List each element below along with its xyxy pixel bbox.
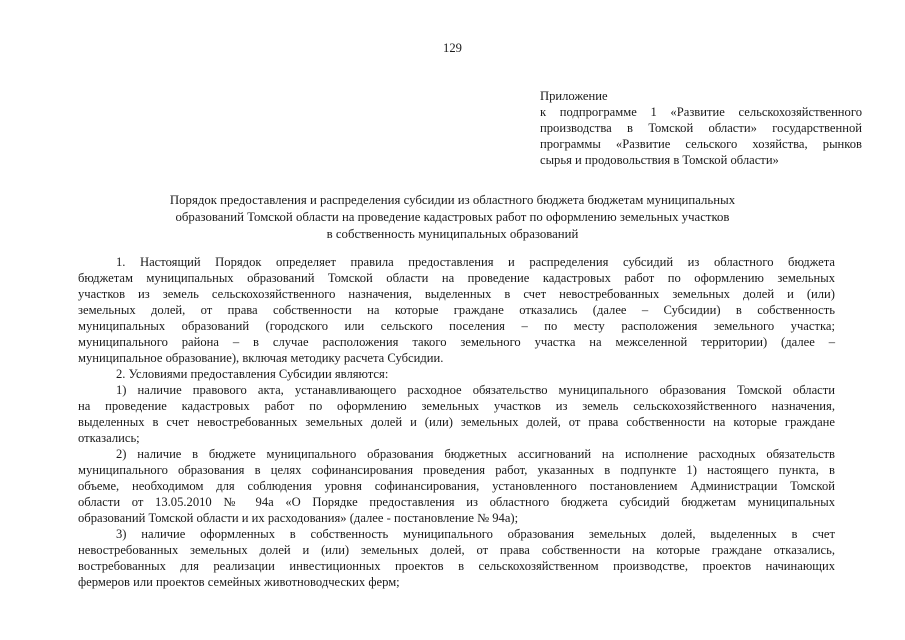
body-line: фермеров или проектов семейных животноводческих ферм; [78, 575, 400, 589]
title-line: в собственность муниципальных образований [326, 227, 579, 241]
appendix-line: производства в Томской области» государственной [540, 121, 862, 135]
body-line: участков из земель сельскохозяйственного назначения, выделенных в счет невостребованных земельных долей и (или) [78, 287, 835, 301]
body-line: земельных долей, от права собственности на которые граждане отказались (далее – Субсидии) в собственность [78, 303, 835, 317]
body-line: 3) наличие оформленных в собственность муниципального образования земельных долей, выделенных в счет [116, 527, 835, 541]
body-line: 1. Настоящий Порядок определяет правила предоставления и распределения субсидий из областного бюджета [116, 255, 835, 269]
appendix-line: программы «Развитие сельского хозяйства, рынков [540, 137, 862, 151]
body-line: отказались; [78, 431, 140, 445]
body-line: образований Томской области и их расходования» (далее - постановление № 94а); [78, 511, 519, 525]
appendix-block [540, 88, 862, 168]
document-title [0, 192, 905, 243]
appendix-line: Приложение [540, 89, 608, 103]
title-line: образований Томской области на проведение кадастровых работ по оформлению земельных участков [175, 210, 730, 224]
body-line: на проведение кадастровых работ по оформлению земельных участков из земель сельскохозяйственного назначения, [78, 399, 835, 413]
appendix-line: к подпрограмме 1 «Развитие сельскохозяйственного [540, 105, 862, 119]
body-line: муниципальных образований (городского или сельского поселения – по месту расположения земельного участка; [78, 319, 835, 333]
body-line: 2) наличие в бюджете муниципального образования бюджетных ассигнований на исполнение расходных обязательств [116, 447, 835, 461]
body-line: выделенных в счет невостребованных земельных долей и (или) земельных долей, от права собственности на которые граждане [78, 415, 835, 429]
body-line: муниципального образования в целях софинансирования проведения работ, указанных в подпункте 1) настоящего пункта, в [78, 463, 835, 477]
appendix-line: сырья и продовольствия в Томской области» [540, 153, 779, 167]
body-line: области от 13.05.2010 № 94а «О Порядке предоставления из областного бюджета субсидий бюджетам муниципальных [78, 495, 835, 509]
document-body [78, 254, 835, 590]
page-number: 129 [443, 41, 462, 55]
body-line: объеме, необходимом для соблюдения уровня софинансирования, установленного постановлением Администрации Томской [78, 479, 835, 493]
body-line: муниципальное образование), включая методику расчета Субсидии. [78, 351, 444, 365]
body-line: 1) наличие правового акта, устанавливающего расходное обязательство муниципального образования Томской области [116, 383, 835, 397]
body-line: муниципального района – в случае расположения такого земельного участка на межселенной территории) (далее – [78, 335, 835, 349]
body-line: 2. Условиями предоставления Субсидии являются: [116, 367, 389, 381]
body-line: бюджетам муниципальных образований Томской области на проведение кадастровых работ по оформлению земельных [78, 271, 835, 285]
title-line: Порядок предоставления и распределения субсидии из областного бюджета бюджетам муниципальных [169, 193, 736, 207]
body-line: востребованных для реализации инвестиционных проектов в сельскохозяйственном производстве, проектов начинающих [78, 559, 835, 573]
body-line: невостребованных земельных долей и (или) земельных долей, от права собственности на которые граждане отказались, [78, 543, 835, 557]
